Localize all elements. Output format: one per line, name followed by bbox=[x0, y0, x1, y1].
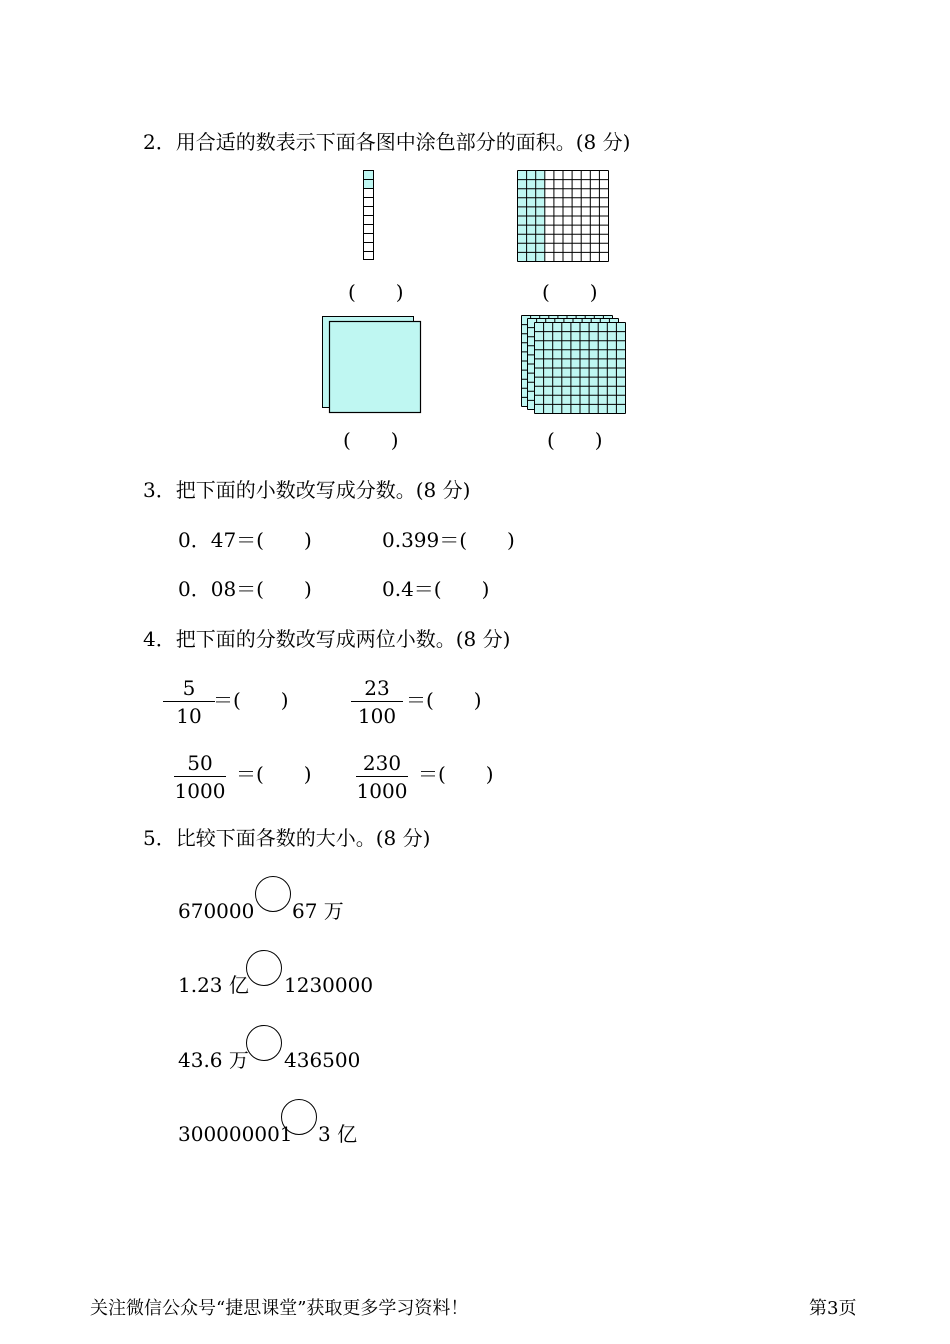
q4-title: 4．把下面的分数改写成两位小数。(8 分) bbox=[143, 627, 511, 651]
q2-blank-3[interactable]: ( ) bbox=[343, 428, 399, 452]
q2-title: 2．用合适的数表示下面各图中涂色部分的面积。(8 分) bbox=[143, 130, 631, 154]
comparison-circle-4[interactable] bbox=[281, 1099, 317, 1135]
comparison-4-right: 3 亿 bbox=[318, 1122, 358, 1146]
fraction-numerator: 230 bbox=[356, 753, 408, 777]
fraction-numerator: 23 bbox=[351, 678, 403, 702]
comparison-1-left: 670000 bbox=[178, 899, 255, 923]
q3-title: 3．把下面的小数改写成分数。(8 分) bbox=[143, 478, 471, 502]
footer-note: 关注微信公众号“捷思课堂”获取更多学习资料！ bbox=[90, 1298, 469, 1319]
fraction-23-100 bbox=[351, 678, 403, 726]
fraction-5-10 bbox=[163, 678, 215, 726]
comparison-4-left: 300000001 bbox=[178, 1122, 293, 1146]
fraction-denominator: 1000 bbox=[174, 779, 226, 803]
comparison-circle-2[interactable] bbox=[246, 950, 282, 986]
q2-blank-1[interactable]: ( ) bbox=[348, 280, 404, 304]
page-number: 第3页 bbox=[809, 1298, 857, 1319]
q4-answer-4[interactable]: ＝( ) bbox=[418, 762, 494, 786]
figure-grid-hundredths bbox=[517, 170, 609, 262]
q3-item-4[interactable]: 0.4＝( ) bbox=[382, 577, 490, 601]
fraction-denominator: 1000 bbox=[356, 779, 408, 803]
figure-two-squares bbox=[322, 316, 424, 414]
q3-item-2[interactable]: 0.399＝( ) bbox=[382, 528, 515, 552]
q5-title: 5．比较下面各数的大小。(8 分) bbox=[143, 826, 431, 850]
comparison-1-right: 67 万 bbox=[292, 899, 344, 923]
comparison-2-right: 1230000 bbox=[284, 973, 374, 997]
comparison-3-left: 43.6 万 bbox=[178, 1048, 249, 1072]
fraction-denominator: 10 bbox=[176, 704, 202, 728]
comparison-2-left: 1.23 亿 bbox=[178, 973, 249, 997]
q3-item-1[interactable]: 0．47＝( ) bbox=[178, 528, 312, 552]
comparison-3-right: 436500 bbox=[284, 1048, 361, 1072]
q2-blank-2[interactable]: ( ) bbox=[542, 280, 598, 304]
q3-item-3[interactable]: 0．08＝( ) bbox=[178, 577, 312, 601]
comparison-circle-3[interactable] bbox=[246, 1025, 282, 1061]
q2-blank-4[interactable]: ( ) bbox=[547, 428, 603, 452]
figure-stacked-grids bbox=[521, 315, 629, 415]
fraction-denominator: 100 bbox=[357, 704, 397, 728]
fraction-numerator: 50 bbox=[174, 753, 226, 777]
q4-answer-2[interactable]: ＝( ) bbox=[406, 688, 482, 712]
fraction-numerator: 5 bbox=[163, 678, 215, 702]
q4-answer-3[interactable]: ＝( ) bbox=[236, 762, 312, 786]
comparison-circle-1[interactable] bbox=[255, 876, 291, 912]
figure-strip-tenths bbox=[363, 170, 374, 260]
fraction-230-1000 bbox=[356, 753, 408, 801]
q4-answer-1[interactable]: ＝( ) bbox=[213, 688, 289, 712]
fraction-50-1000 bbox=[174, 753, 226, 801]
